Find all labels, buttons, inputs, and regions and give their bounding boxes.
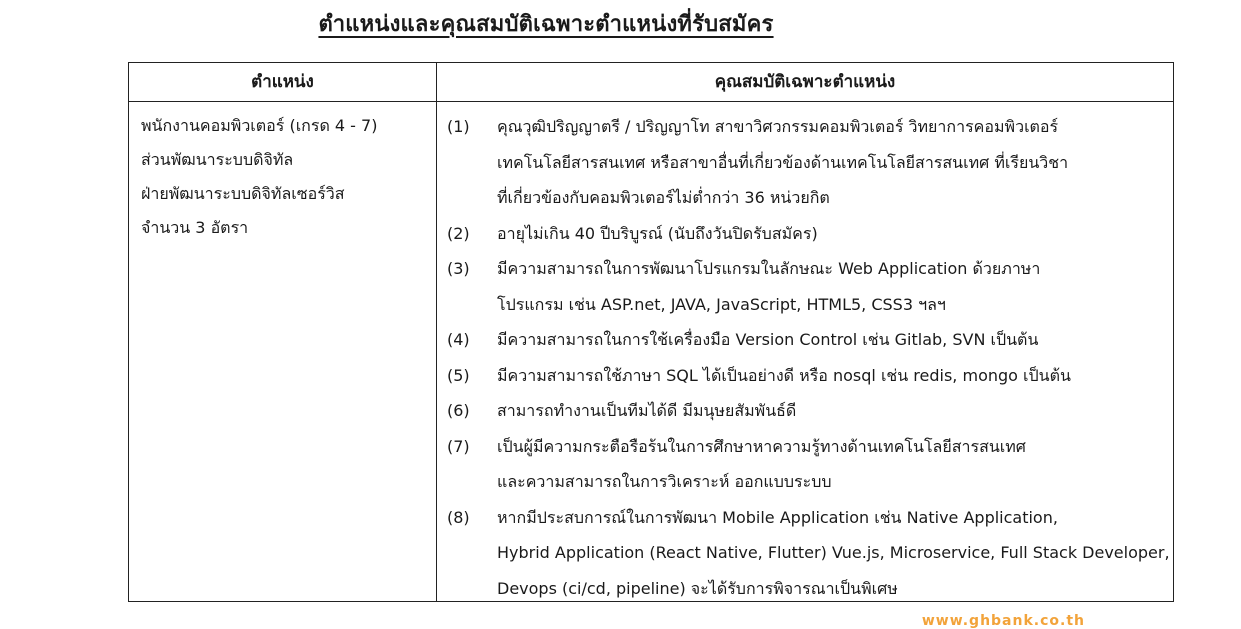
position-headcount: จำนวน 3 อัตรา <box>141 218 249 237</box>
qualification-text-line: มีความสามารถใช้ภาษา SQL ได้เป็นอย่างดี หรือ nosql เช่น redis, mongo เป็นต้น <box>497 365 1071 385</box>
qualification-text-line: เทคโนโลยีสารสนเทศ หรือสาขาอื่นที่เกี่ยวข้องด้านเทคโนโลยีสารสนเทศ ที่เรียนวิชา <box>497 152 1069 172</box>
qualification-item <box>447 216 1167 252</box>
qualification-text-line: Devops (ci/cd, pipeline) จะได้รับการพิจารณาเป็นพิเศษ <box>497 578 898 598</box>
qualification-number: (6) <box>447 401 470 420</box>
qualification-number: (1) <box>447 117 470 136</box>
qualification-text-line: มีความสามารถในการใช้เครื่องมือ Version Control เช่น Gitlab, SVN เป็นต้น <box>497 330 1039 349</box>
qualification-text-line: หากมีประสบการณ์ในการพัฒนา Mobile Application เช่น Native Application, <box>497 507 1058 527</box>
qualification-item <box>447 322 1167 358</box>
qualification-number: (3) <box>447 259 470 278</box>
qualification-number: (2) <box>447 223 470 243</box>
header-qualifications: คุณสมบัติเฉพาะตำแหน่ง <box>714 72 896 92</box>
qualification-text-line: คุณวุฒิปริญญาตรี / ปริญญาโท สาขาวิศวกรรมคอมพิวเตอร์ วิทยาการคอมพิวเตอร์ <box>497 117 1059 136</box>
qualification-number: (7) <box>447 436 470 456</box>
qualification-text-line: และความสามารถในการวิเคราะห์ ออกแบบระบบ <box>497 472 832 491</box>
qualification-item <box>447 251 1167 322</box>
header-divider <box>129 101 1173 102</box>
qualification-item <box>447 429 1167 500</box>
position-title: พนักงานคอมพิวเตอร์ (เกรด 4 - 7) <box>141 116 378 135</box>
qualification-number: (8) <box>447 507 470 527</box>
position-department: ฝ่ายพัฒนาระบบดิจิทัลเซอร์วิส <box>141 184 345 203</box>
position-cell <box>141 109 431 245</box>
qualifications-table <box>128 62 1174 602</box>
header-position: ตำแหน่ง <box>251 72 314 92</box>
qualification-text-line: สามารถทำงานเป็นทีมได้ดี มีมนุษยสัมพันธ์ดี <box>497 401 797 420</box>
qualification-item <box>447 358 1167 394</box>
qualification-text-line: ที่เกี่ยวข้องกับคอมพิวเตอร์ไม่ต่ำกว่า 36 หน่วยกิต <box>497 188 830 207</box>
qualification-text-line: โปรแกรม เช่น ASP.net, JAVA, JavaScript, HTML5, CSS3 ฯลฯ <box>497 294 946 314</box>
qualification-text-line: มีความสามารถในการพัฒนาโปรแกรมในลักษณะ Web Application ด้วยภาษา <box>497 259 1041 278</box>
document-title: ตำแหน่งและคุณสมบัติเฉพาะตำแหน่งที่รับสมัคร <box>318 12 774 37</box>
qualification-number: (4) <box>447 330 470 349</box>
qualifications-list <box>447 109 1170 606</box>
qualification-item <box>447 500 1170 607</box>
column-divider <box>436 63 437 601</box>
qualification-item <box>447 109 1167 216</box>
qualification-text-line: เป็นผู้มีความกระตือรือร้นในการศึกษาหาความรู้ทางด้านเทคโนโลยีสารสนเทศ <box>497 436 1026 456</box>
qualification-text-line: Hybrid Application (React Native, Flutter) Vue.js, Microservice, Full Stack Developer, <box>497 543 1170 562</box>
position-section: ส่วนพัฒนาระบบดิจิทัล <box>141 150 294 169</box>
qualification-text-line: อายุไม่เกิน 40 ปีบริบูรณ์ (นับถึงวันปิดรับสมัคร) <box>497 223 818 243</box>
qualification-number: (5) <box>447 365 470 385</box>
website-watermark: www.ghbank.co.th <box>921 613 1085 629</box>
qualification-item <box>447 393 1167 429</box>
